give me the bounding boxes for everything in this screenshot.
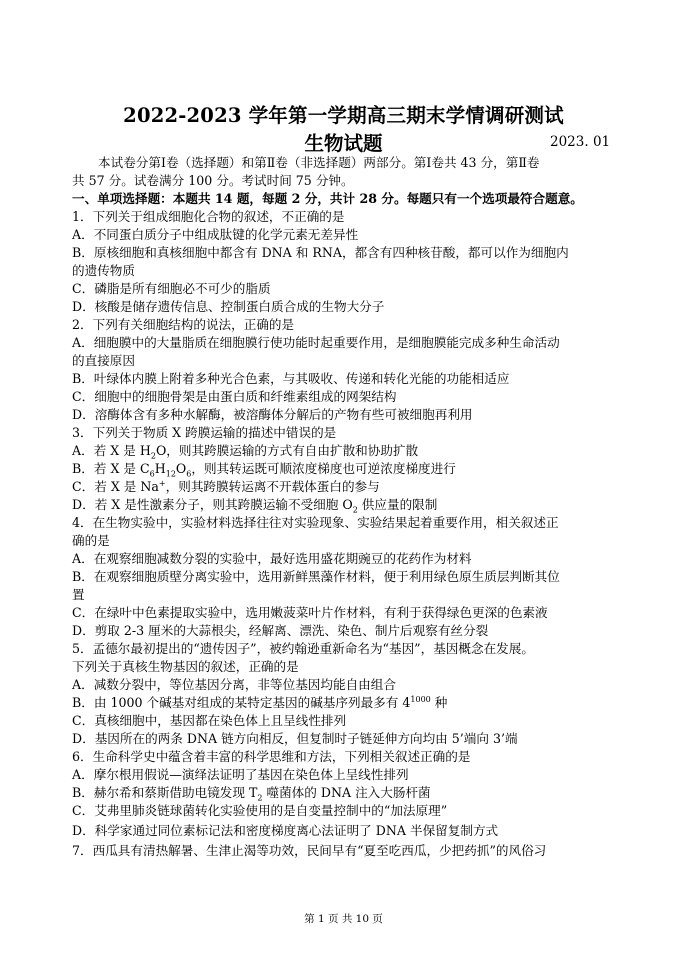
- q1-option-a: A．不同蛋白质分子中组成肽键的化学元素无差异性: [72, 227, 359, 242]
- q3-b-subscript-1: 6: [149, 469, 155, 479]
- q2-stem: 2．下列有关细胞结构的说法，正确的是: [72, 317, 295, 332]
- q6-option-d: D．科学家通过同位素标记法和密度梯度离心法证明了 DNA 半保留复制方式: [72, 823, 499, 838]
- q3-d-text-end: 供应量的限制: [357, 497, 438, 512]
- q4-option-b-line2: 置: [72, 587, 85, 602]
- q2-option-a-line1: A．细胞膜中的大量脂质在细胞膜行使功能时起重要作用，是细胞膜能完成多种生命活动: [72, 335, 560, 350]
- q3-option-d: [72, 496, 632, 513]
- q5-b-text-end: 种: [430, 695, 448, 710]
- q3-c-text-end: ，则其跨膜转运离不开载体蛋白的参与: [165, 479, 380, 494]
- intro-line-2: 共 57 分。试卷满分 100 分。考试时间 75 分钟。: [72, 173, 354, 188]
- q3-b-subscript-3: 6: [186, 469, 192, 479]
- exam-title: 2022-2023 学年第一学期高三期末学情调研测试: [123, 104, 564, 127]
- q3-b-subscript-2: 12: [165, 469, 176, 479]
- q3-option-c: [72, 478, 632, 495]
- q2-option-d: D．溶酶体含有多种水解酶，被溶酶体分解后的产物有些可被细胞再利用: [72, 407, 473, 422]
- q3-option-a: [72, 442, 632, 459]
- q1-option-b-line2: 的遗传物质: [72, 263, 135, 278]
- q3-b-text: B．若 X 是 C: [72, 461, 150, 476]
- q4-option-a: A．在观察细胞减数分裂的实验中，最好选用盛花期豌豆的花药作为材料: [72, 551, 472, 566]
- q3-d-subscript: 2: [352, 505, 358, 515]
- q6-option-b: [72, 784, 632, 801]
- q3-option-b: [72, 460, 632, 477]
- q5-b-superscript: 1000: [410, 694, 431, 704]
- q1-option-d: D．核酸是储存遗传信息、控制蛋白质合成的生物大分子: [72, 299, 385, 314]
- q3-c-text: C．若 X 是 Na: [72, 479, 159, 494]
- q3-c-superscript: +: [158, 478, 166, 488]
- q4-stem-line1: 4．在生物实验中，实验材料选择往往对实验现象、实验结果起着重要作用，相关叙述正: [72, 515, 559, 530]
- q2-option-c: C．细胞中的细胞骨架是由蛋白质和纤维素组成的网架结构: [72, 389, 397, 404]
- q7-stem-line1: 7．西瓜具有清热解暑、生津止渴等功效，民间早有“夏至吃西瓜，少把药抓”的风俗习: [72, 843, 547, 858]
- q6-option-c: C．艾弗里肺炎链球菌转化实验使用的是自变量控制中的“加法原理”: [72, 803, 448, 818]
- q5-stem-line2: 下列关于真核生物基因的叙述，正确的是: [72, 659, 299, 674]
- q3-a-text: A．若 X 是 H: [72, 443, 151, 458]
- q3-stem: 3．下列关于物质 X 跨膜运输的描述中错误的是: [72, 425, 337, 440]
- q6-b-subscript: 2: [257, 793, 263, 803]
- q5-option-b: [72, 694, 632, 711]
- q3-a-subscript: 2: [150, 451, 156, 461]
- q6-stem: 6．生命科学史中蕴含着丰富的科学思维和方法，下列相关叙述正确的是: [72, 749, 471, 764]
- q5-b-text: B．由 1000 个碱基对组成的某特定基因的碱基序列最多有 4: [72, 695, 411, 710]
- q1-option-b-line1: B．原核细胞和真核细胞中都含有 DNA 和 RNA，都含有四种核苷酸，都可以作为细胞内: [72, 245, 569, 260]
- q5-option-c: C．真核细胞中，基因都在染色体上且呈线性排列: [72, 713, 347, 728]
- q2-option-a-line2: 的直接原因: [72, 353, 135, 368]
- q4-option-c: C．在绿叶中色素提取实验中，选用嫩菠菜叶片作材料，有利于获得绿色更深的色素液: [72, 605, 548, 620]
- page-number: 第 1 页 共 10 页: [304, 913, 383, 925]
- q3-a-text-end: O，则其跨膜运输的方式有自由扩散和协助扩散: [155, 443, 419, 458]
- q6-b-text: B．赫尔希和蔡斯借助电镜发现 T: [72, 785, 258, 800]
- q2-option-b: B．叶绿体内膜上附着多种光合色素，与其吸收、传递和转化光能的功能相适应: [72, 371, 510, 386]
- q6-option-a: A．摩尔根用假说—演绎法证明了基因在染色体上呈线性排列: [72, 767, 409, 782]
- q6-b-text-end: 噬菌体的 DNA 注入大肠杆菌: [262, 785, 431, 800]
- q4-stem-line2: 确的是: [72, 533, 110, 548]
- q1-stem: 1．下列关于组成细胞化合物的叙述，不正确的是: [72, 209, 345, 224]
- q3-b-text-end: ，则其转运既可顺浓度梯度也可逆浓度梯度进行: [191, 461, 456, 476]
- q4-option-d: D．剪取 2-3 厘米的大蒜根尖，经解离、漂洗、染色、制片后观察有丝分裂: [72, 623, 489, 638]
- q1-option-c: C．磷脂是所有细胞必不可少的脂质: [72, 281, 271, 296]
- intro-line-1: 本试卷分第Ⅰ卷（选择题）和第Ⅱ卷（非选择题）两部分。第Ⅰ卷共 43 分，第Ⅱ卷: [98, 155, 540, 170]
- q3-b-text-o: O: [175, 461, 187, 476]
- exam-subject-title: 生物试题: [304, 132, 383, 155]
- q5-stem-line1: 5．孟德尔最初提出的“遗传因子”，被约翰逊重新命名为“基因”，基因概念在发展。: [72, 641, 534, 656]
- q5-option-a: A．减数分裂中，等位基因分离，非等位基因均能自由组合: [72, 677, 396, 692]
- exam-date: 2023. 01: [550, 134, 611, 150]
- q3-d-text: D．若 X 是性激素分子，则其跨膜运输不受细胞 O: [72, 497, 353, 512]
- q5-option-d: D．基因所在的两条 DNA 链方向相反，但复制时子链延伸方向均由 5’端向 3’端: [72, 731, 518, 746]
- q4-option-b-line1: B．在观察细胞质壁分离实验中，选用新鲜黑藻作材料，便于利用绿色原生质层判断其位: [72, 569, 560, 584]
- section-heading: 一、单项选择题：本题共 14 题，每题 2 分，共计 28 分。每题只有一个选项最符合题意。: [72, 191, 583, 206]
- q3-b-text-h: H: [154, 461, 166, 476]
